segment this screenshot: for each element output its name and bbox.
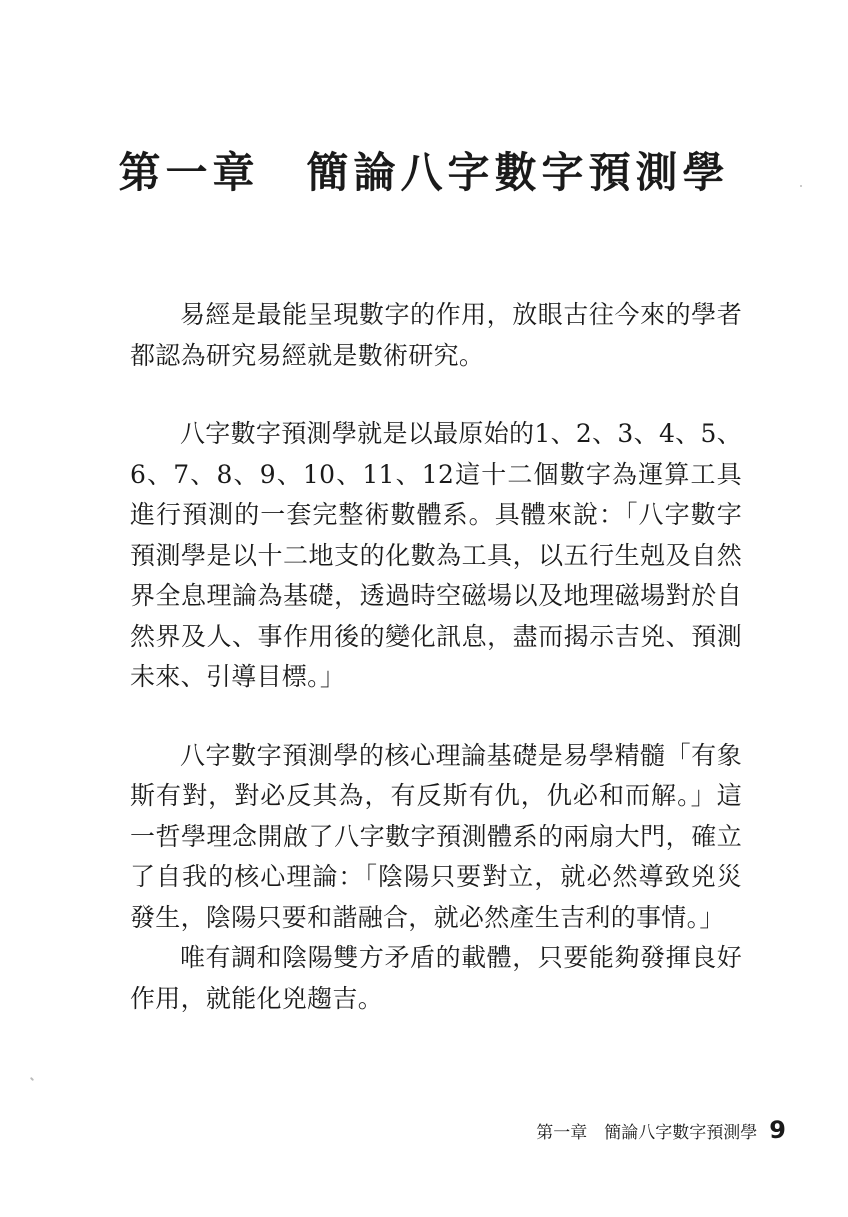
scan-speck <box>800 185 802 187</box>
paragraph-1: 易經是最能呈現數字的作用，放眼古往今來的學者都認為研究易經就是數術研究。 <box>130 300 742 370</box>
scan-speck <box>30 1077 34 1081</box>
running-head <box>536 1116 786 1144</box>
running-head-title: 第一章 簡論八字數字預測學 <box>536 1123 758 1143</box>
paragraph-2: 八字數字預測學就是以最原始的1、2、3、4、5、6、7、8、9、10、11、12這十二個數字為運算工具進行預測的一套完整術數體系。具體來說：「八字數字預測學是以十二地支的化數為工具，以五行生剋及自然界全息理論為基礎，透過時空磁場以及地理磁場對於自然界及人、事作用後的變化訊息，盡而揭示吉兇、預測未來、引導目標。」 <box>130 419 742 691</box>
body-text <box>130 295 742 1019</box>
paragraph-4: 唯有調和陰陽雙方矛盾的載體，只要能夠發揮良好作用，就能化兇趨吉。 <box>130 943 742 1013</box>
chapter-title: 第一章 簡論八字數字預測學 <box>118 148 730 197</box>
paragraph-3: 八字數字預測學的核心理論基礎是易學精髓「有象斯有對，對必反其為，有反斯有仇，仇必和而解。」這一哲學理念開啟了八字數字預測體系的兩扇大門，確立了自我的核心理論：「陰陽只要對立，就必然導致兇災發生，陰陽只要和諧融合，就必然產生吉利的事情。」 <box>130 740 742 932</box>
page-number: 9 <box>769 1116 786 1144</box>
